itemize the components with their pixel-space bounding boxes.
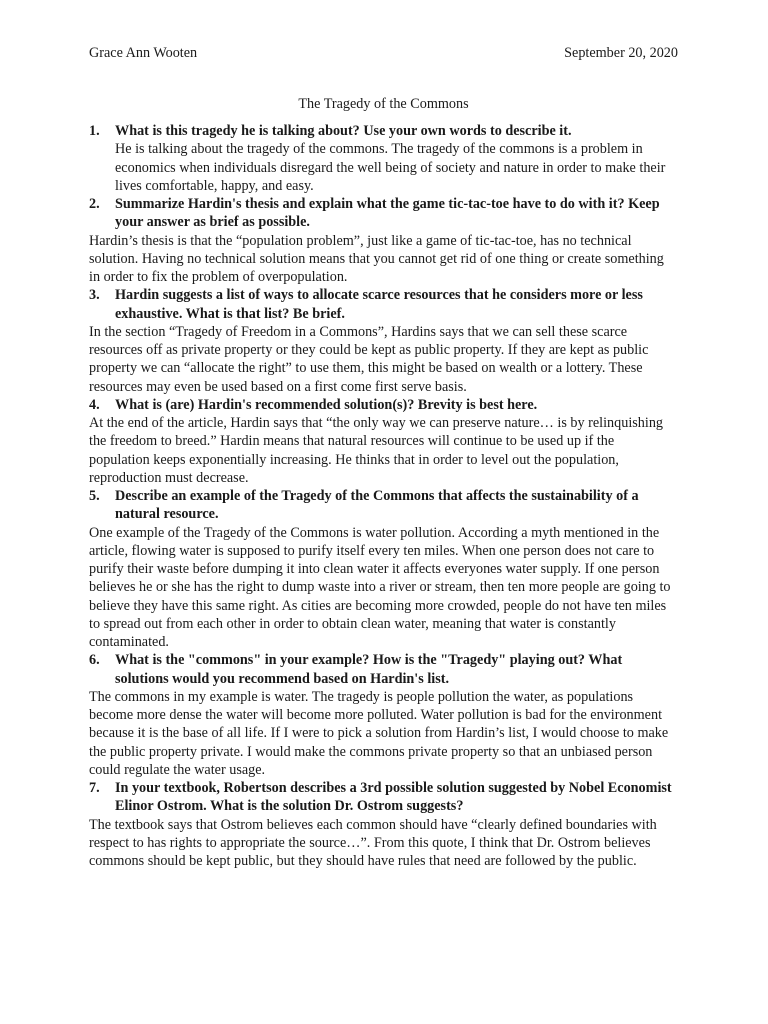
document-title: The Tragedy of the Commons <box>298 96 469 112</box>
answer-5: One example of the Tragedy of the Commons is water pollution. According a myth mentioned in the article, flowing water is supposed to purify itself every ten miles. When one person does not care to purify their waste before dumping it into clean water it affects everyones water supply. If one person believes he or she has the right to dump waste into a river or stream, then ten more people are going to believe they have this same right. As cities are becoming more crowded, people do not have ten miles to spread out from each other in order to obtain clean water, meaning that water is constantly contaminated. <box>89 524 671 650</box>
author-name: Grace Ann Wooten <box>89 45 198 61</box>
question-number: 7. <box>89 780 100 796</box>
qa-item-4 <box>89 396 678 487</box>
answer-3: In the section “Tragedy of Freedom in a Commons”, Hardins says that we can sell these scarce resources off as private property or they could be kept as public property. If they are kept as public property we can “allocate the right” to use them, this might be based on wealth or a lottery. These resources may even be used based on a first come first serve basis. <box>89 323 649 395</box>
question-text: Describe an example of the Tragedy of the Commons that affects the sustainability of a natural resource. <box>115 488 639 523</box>
question-text: What is the "commons" in your example? How is the "Tragedy" playing out? What solutions would you recommend based on Hardin's list. <box>115 652 623 687</box>
question-number: 4. <box>89 396 100 413</box>
question-text: Hardin suggests a list of ways to allocate scarce resources that he considers more or less exhaustive. What is that list? Be brief. <box>115 287 643 322</box>
answer-4: At the end of the article, Hardin says that “the only way we can preserve nature… is by relinquishing the freedom to breed.” Hardin means that natural resources will continue to be used up if the population keeps exponentially increasing. He thinks that in order to level out the population, reproduction must decrease. <box>89 415 664 486</box>
page-header <box>89 44 678 63</box>
answer-1: He is talking about the tragedy of the commons. The tragedy of the commons is a problem in economics when individuals disregard the well being of society and nature in order to make their lives comfortable, happy, and easy. <box>115 141 666 194</box>
question-text: In your textbook, Robertson describes a 3rd possible solution suggested by Nobel Economist Elinor Ostrom. What is the solution Dr. Ostrom suggests? <box>115 780 672 815</box>
qa-item-2 <box>89 195 678 286</box>
question-number: 2. <box>89 196 100 212</box>
question-text: Summarize Hardin's thesis and explain what the game tic-tac-toe have to do with it? Keep your answer as brief as possible. <box>115 196 660 231</box>
question-5 <box>89 487 678 524</box>
question-number: 5. <box>89 488 100 504</box>
question-1 <box>89 122 678 140</box>
qa-item-3 <box>89 286 678 396</box>
qa-item-6 <box>89 651 678 779</box>
answer-6: The commons in my example is water. The tragedy is people pollution the water, as populations become more dense the water will become more polluted. Water pollution is bad for the environment because it is the base of all life. If I were to pick a solution from Hardin’s list, I would choose to make the public property private. I would make the commons private property so that an unbiased person could regulate the water usage. <box>89 688 669 778</box>
question-6 <box>89 651 678 688</box>
qa-item-1 <box>89 122 678 195</box>
answer-2: Hardin’s thesis is that the “population problem”, just like a game of tic-tac-toe, has no technical solution. Having no technical solution means that you cannot get rid of one thing or create something in order to fix the problem of overpopulation. <box>89 232 664 285</box>
question-3 <box>89 286 678 323</box>
question-number: 1. <box>89 123 100 139</box>
document-date: September 20, 2020 <box>564 45 678 61</box>
question-number: 3. <box>89 287 100 304</box>
qa-item-7 <box>89 779 678 870</box>
question-7 <box>89 779 678 816</box>
question-number: 6. <box>89 652 100 669</box>
question-2 <box>89 195 678 232</box>
qa-item-5 <box>89 487 678 651</box>
question-text: What is this tragedy he is talking about? Use your own words to describe it. <box>115 123 572 139</box>
question-4 <box>89 396 678 414</box>
answer-7: The textbook says that Ostrom believes each common should have “clearly defined boundaries with respect to has rights to appropriate the source…”. From this quote, I think that Dr. Ostrom believes commons should be kept public, but they should have rules that need are followed by the public. <box>89 816 657 869</box>
question-text: What is (are) Hardin's recommended solution(s)? Brevity is best here. <box>115 396 538 413</box>
